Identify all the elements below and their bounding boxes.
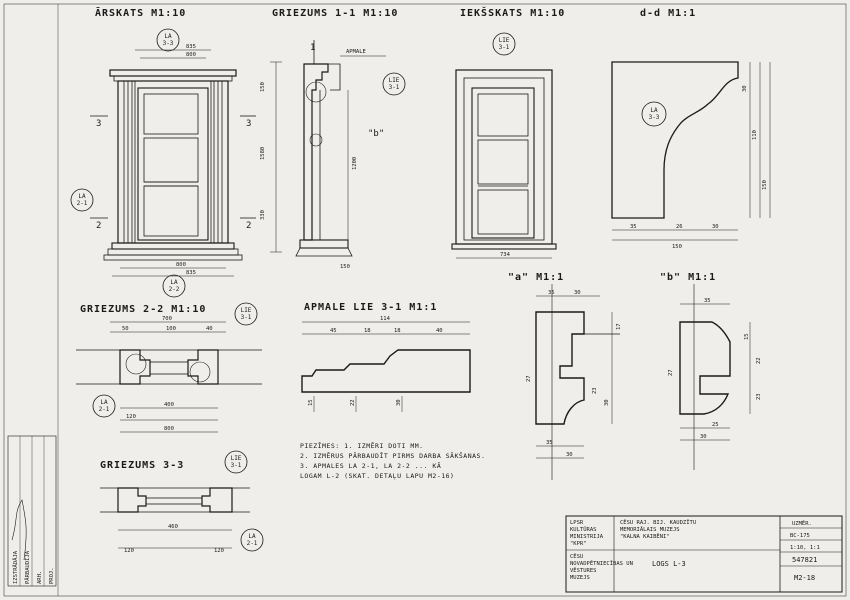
side-signature-block xyxy=(8,436,56,586)
dim-a-v2: 23 xyxy=(592,387,598,394)
bubble-la33d-top: LA xyxy=(650,107,658,114)
bubble-la21-top: LA xyxy=(78,193,86,200)
dim-s33-b: 460 xyxy=(168,524,178,530)
tb-mid-3: "KALNA KAIBĒNI" xyxy=(620,534,670,540)
bubble-lie31c-top: LIE xyxy=(240,307,252,314)
bubble-la22-top: LA xyxy=(170,279,178,286)
title-detail-d: d-d M1:1 xyxy=(640,8,697,19)
tb-left2-4: MUZEJS xyxy=(570,575,590,581)
dim-s11-v0: 150 xyxy=(260,82,266,92)
notes xyxy=(300,441,485,481)
bubble-la33d-bot: 3-3 xyxy=(648,114,660,121)
tb-left-3: MINISTRIJA xyxy=(570,534,604,540)
side-line-4: PROJ. xyxy=(49,567,55,584)
title-detail-b: "b" M1:1 xyxy=(660,272,717,283)
detail-d-d xyxy=(612,8,770,250)
marker-3-left: 3 xyxy=(96,119,102,129)
tb-scale: 1:10, 1:1 xyxy=(790,545,820,551)
dim-s33-a: 120 xyxy=(124,548,134,554)
title-section-1-1: GRIEZUMS 1-1 M1:10 xyxy=(272,8,399,19)
bubble-lie31d-bot: 3-1 xyxy=(230,462,242,469)
dim-b-bot2: 30 xyxy=(700,434,707,440)
dim-s11-v1: 1580 xyxy=(260,146,266,160)
section-2-2 xyxy=(76,303,262,432)
tb-left-4: "KPR" xyxy=(570,541,587,547)
tb-left-1: LPSR xyxy=(570,520,584,526)
bubble-la33-top: LA xyxy=(164,33,172,40)
dim-cas-v1: 22 xyxy=(350,399,356,406)
bubble-la21-bot: 2-1 xyxy=(76,200,88,207)
dim-a-bot1: 35 xyxy=(546,440,553,446)
marker-b: "b" xyxy=(368,129,385,139)
dim-cas-d: 40 xyxy=(436,328,443,334)
dim-dd-b2: 26 xyxy=(676,224,683,230)
dim-s33-c: 120 xyxy=(214,548,224,554)
bubble-lie31-bot: 3-1 xyxy=(388,84,400,91)
dim-a-bot2: 30 xyxy=(566,452,573,458)
detail-a xyxy=(508,272,622,480)
title-section-2-2: GRIEZUMS 2-2 M1:10 xyxy=(80,304,207,315)
tb-mid-2: MEMORIĀLAIS MUZEJS xyxy=(620,527,680,533)
dim-cas-c: 18 xyxy=(394,328,401,334)
dim-cas-v0: 15 xyxy=(308,399,314,406)
interior-elevation xyxy=(452,6,565,258)
dim-dd-v3: 150 xyxy=(762,180,768,190)
title-elevation: ĀRSKATS M1:10 xyxy=(95,8,187,19)
dim-cas-top: 114 xyxy=(380,316,390,322)
title-casing: APMALE LIE 3-1 M1:1 xyxy=(304,302,438,313)
dim-a-top1: 35 xyxy=(548,290,555,296)
dim-dd-b1: 35 xyxy=(630,224,637,230)
bubble-lie31-top: LIE xyxy=(388,77,400,84)
dim-a-v1: 27 xyxy=(526,375,532,382)
dim-b-v3: 23 xyxy=(756,393,762,400)
dim-dd-v2: 110 xyxy=(752,130,758,140)
dim-s22-b1: 400 xyxy=(164,402,174,408)
dim-el-bot1: 800 xyxy=(176,262,186,268)
marker-2-right: 2 xyxy=(246,221,252,231)
side-line-1: IZSTRĀDĀJA xyxy=(13,550,19,584)
tb-left2-3: VĒSTURES xyxy=(570,568,597,574)
tb-stage: UZMĒR. xyxy=(792,521,812,527)
bubble-lie31-int-bot: 3-1 xyxy=(498,44,510,51)
dim-a-top2: 30 xyxy=(574,290,581,296)
note-line-2: 2. IZMĒRUS PĀRBAUDĪT PIRMS DARBA SĀKŠANAS. xyxy=(300,452,486,460)
side-line-2: PĀRBAUDĪJA xyxy=(25,550,31,584)
side-line-3: ARH. xyxy=(37,570,43,584)
dim-s22-top: 700 xyxy=(162,316,172,322)
dim-b-top: 35 xyxy=(704,298,711,304)
marker-3-right: 3 xyxy=(246,119,252,129)
casing-profile xyxy=(302,302,470,412)
section-1-1 xyxy=(260,8,405,270)
bubble-lie31-int-top: LIE xyxy=(498,37,510,44)
dim-b-v2: 27 xyxy=(668,369,674,376)
dim-s11-a: APMALE xyxy=(346,49,366,55)
detail-b xyxy=(660,272,762,470)
dim-dd-b4: 150 xyxy=(672,244,682,250)
dim-s22-a: 50 xyxy=(122,326,129,332)
bubble-la21b-top: LA xyxy=(100,399,108,406)
dim-el-top: 835 xyxy=(186,44,196,50)
dim-s22-b3: 120 xyxy=(126,414,136,420)
bubble-la21c-bot: 2-1 xyxy=(246,540,258,547)
dim-s11-v3: 1200 xyxy=(352,156,358,170)
marker-1: 1 xyxy=(310,43,316,53)
dim-dd-v1: 30 xyxy=(742,85,748,92)
dim-a-v0: 17 xyxy=(616,323,622,330)
dim-s22-b2: 800 xyxy=(164,426,174,432)
tb-left2-1: CĒSU xyxy=(570,554,584,560)
dim-s22-b: 100 xyxy=(166,326,176,332)
dim-el-top2: 800 xyxy=(186,52,196,58)
dim-cas-v2: 30 xyxy=(396,399,402,406)
dim-cas-a: 45 xyxy=(330,328,337,334)
dim-b-v1: 22 xyxy=(756,357,762,364)
bubble-lie31d-top: LIE xyxy=(230,455,242,462)
bubble-la22-bot: 2-2 xyxy=(168,286,180,293)
title-section-3-3: GRIEZUMS 3-3 xyxy=(100,460,185,471)
section-3-3 xyxy=(100,451,263,554)
tb-sheet: M2-18 xyxy=(794,574,816,582)
dim-s11-b: 150 xyxy=(340,264,350,270)
tb-left2-2: NOVADPĒTNIECĪBAS UN xyxy=(570,561,633,567)
bubble-la33-bot: 3-3 xyxy=(162,40,174,47)
dim-s22-c: 40 xyxy=(206,326,213,332)
dim-int-bot: 734 xyxy=(500,252,510,258)
dim-b-bot1: 25 xyxy=(712,422,719,428)
tb-left-2: KULTŪRAS xyxy=(570,527,597,533)
title-interior: IEKŠSKATS M1:10 xyxy=(460,8,566,19)
note-line-4: LOGAM L-2 (SKAT. DETAĻU LAPU M2-16) xyxy=(300,472,455,480)
title-detail-a: "a" M1:1 xyxy=(508,272,565,283)
dim-s11-v2: 330 xyxy=(260,210,266,220)
dim-el-bot2: 835 xyxy=(186,270,196,276)
dim-dd-b3: 30 xyxy=(712,224,719,230)
note-line-1: PIEZĪMES: 1. IZMĒRI DOTI MM. xyxy=(300,442,424,450)
dim-cas-b: 18 xyxy=(364,328,371,334)
title-block xyxy=(566,516,842,592)
tb-mid-1: CĒSU RAJ. BIJ. KAUDZĪTU xyxy=(620,520,697,526)
marker-2-left: 2 xyxy=(96,221,102,231)
dim-b-v0: 15 xyxy=(744,333,750,340)
note-line-3: 3. APMALES LA 2-1, LA 2-2 ... KĀ xyxy=(300,462,442,470)
bubble-lie31c-bot: 3-1 xyxy=(240,314,252,321)
bubble-la21b-bot: 2-1 xyxy=(98,406,110,413)
tb-drawing-title: LOGS L-3 xyxy=(652,560,686,568)
dim-a-v3: 30 xyxy=(604,399,610,406)
tb-number: 547821 xyxy=(792,556,818,564)
tb-code: BC-175 xyxy=(790,533,810,539)
bubble-la21c-top: LA xyxy=(248,533,256,540)
exterior-elevation xyxy=(71,6,256,297)
